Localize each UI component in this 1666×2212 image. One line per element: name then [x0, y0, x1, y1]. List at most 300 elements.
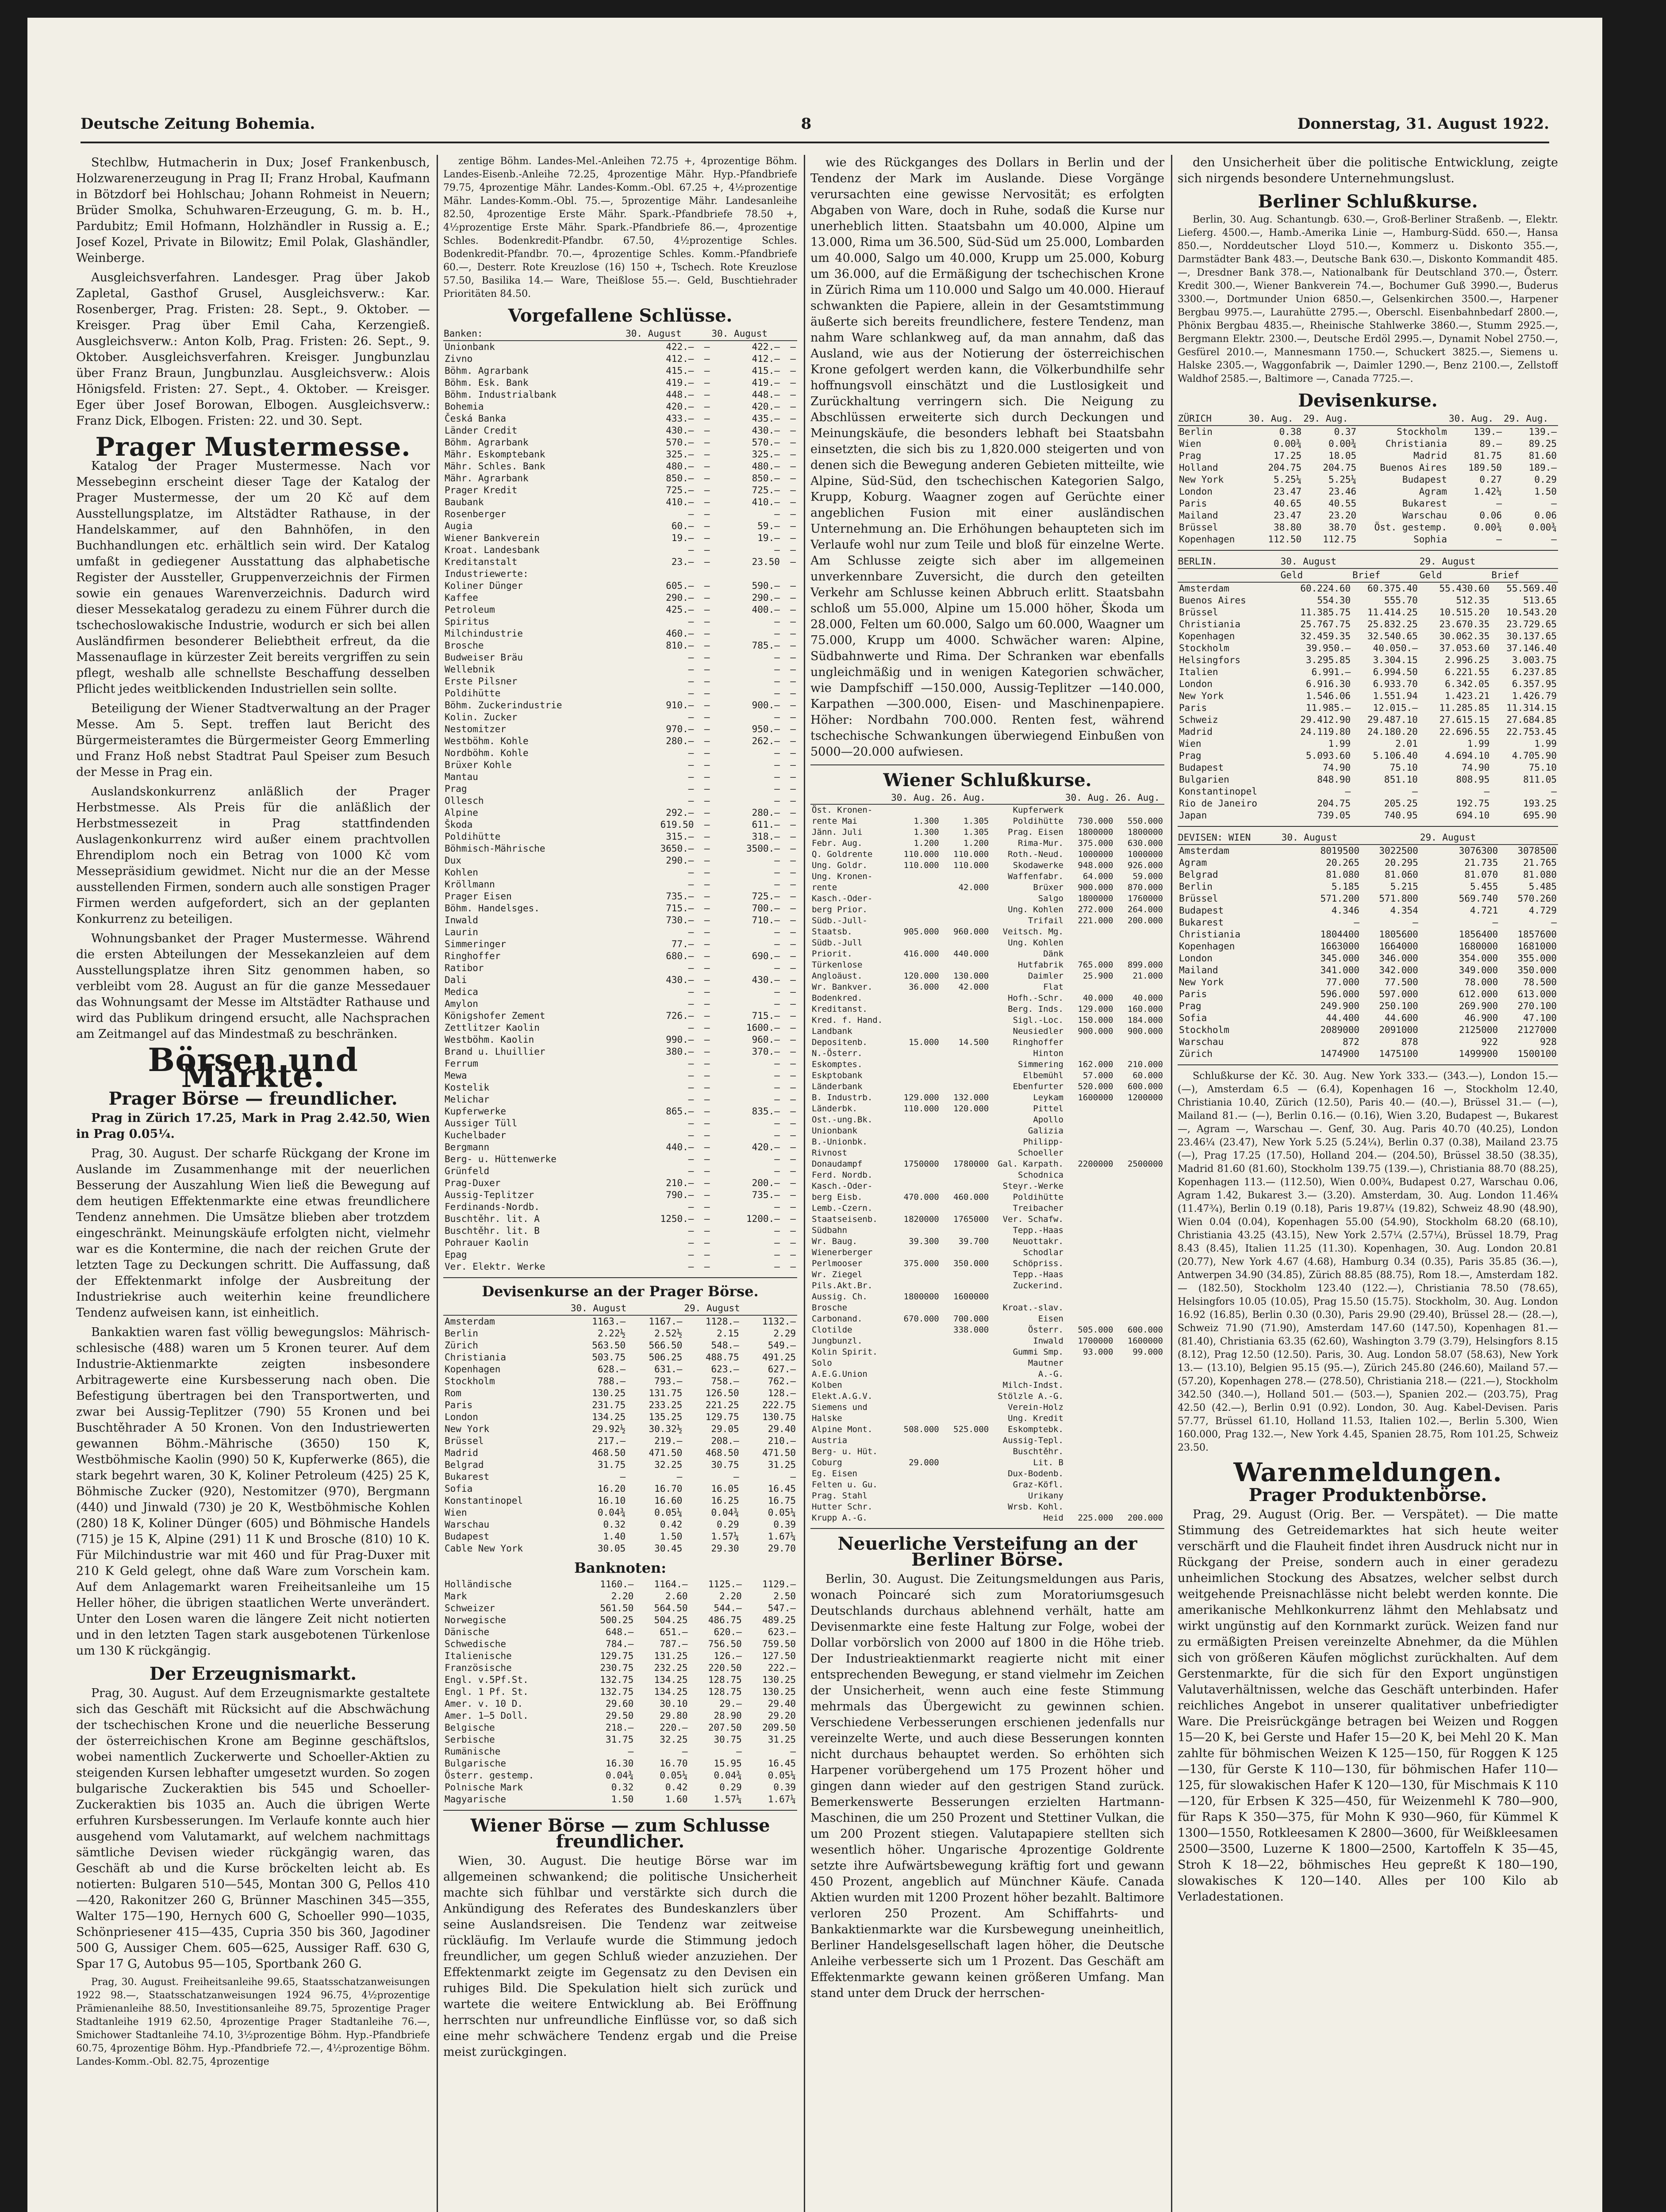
table-cell: —	[688, 1022, 694, 1033]
table-cell	[940, 1336, 990, 1347]
table-cell: 20.295	[1384, 857, 1418, 868]
table-cell: —	[774, 1237, 780, 1248]
table-cell: Japan	[1179, 810, 1207, 821]
table-cell: 3022500	[1379, 845, 1418, 856]
table-cell: Kasch.-Oder-	[812, 894, 873, 903]
table-cell: 19.—	[757, 533, 780, 543]
table-cell	[1065, 1247, 1115, 1258]
table-row	[443, 1758, 797, 1770]
table-cell	[1114, 1214, 1164, 1225]
table-cell: Priorit.	[812, 949, 852, 959]
table-cell: 1600000	[1078, 1093, 1113, 1102]
table-cell: Hutter Schr.	[812, 1502, 873, 1512]
table-cell: 2.15	[717, 1328, 739, 1339]
table-cell: 0.05¼	[660, 1770, 688, 1781]
table-cell: —	[704, 1225, 710, 1236]
table-cell	[1114, 1148, 1164, 1159]
table-row	[443, 1638, 797, 1650]
table-cell: 1000000	[1078, 849, 1113, 859]
table-cell: Neusiedler	[1013, 1026, 1063, 1036]
table-cell: —	[688, 1166, 694, 1176]
masthead	[81, 106, 1549, 143]
table-cell: Carbonand.	[812, 1314, 863, 1324]
currency-prague-table	[443, 1302, 797, 1555]
table-cell	[1114, 1479, 1164, 1490]
table-cell: —	[704, 724, 710, 734]
bond-prices: Prag, 30. August. Freiheitsanleihe 99.65, Staatsschatzanweisungen 1922 98.—, Staatsschatzanweisungen 1924 96.75, 4½prozentige Prämienanleihe 88.50, Investitionsanleihe 89.75, 5prozentige Prager Stadtanleihe 1919 62.50, 4prozentige Prager Stadtanleihe 76.—, Smichower Stadtanleihe 74.10, 3½prozentige Böhm. Hyp.-Pfandbriefe 60.75, 4prozentige Böhm. Hyp.-Pfandbriefe 72.—, 4½prozentige Böhm. Landes-Komm.-Obl. 82.75, 4prozentige	[76, 1977, 430, 2067]
table-cell: Schodnica	[1018, 1170, 1063, 1180]
table-cell: 28.90	[714, 1710, 742, 1721]
table-cell: 60.—	[671, 521, 694, 531]
table-cell: —	[704, 557, 710, 567]
table-cell: 318.—	[752, 831, 780, 842]
table-cell: 150.000	[1078, 1015, 1113, 1025]
table-cell: Prager Eisen	[445, 891, 512, 902]
table-row	[443, 1129, 797, 1141]
table-cell: Rivnost	[812, 1148, 848, 1158]
table-row	[1178, 881, 1558, 893]
table-cell: Böhm. Handelsges.	[445, 903, 540, 914]
table-header: 29. Aug.	[1503, 412, 1558, 426]
table-cell: —	[704, 1058, 710, 1069]
table-cell: 566.50	[649, 1340, 683, 1351]
table-cell: —	[1551, 786, 1557, 797]
table-cell: 0.32	[611, 1782, 634, 1793]
table-cell: Böhm. Industrialbank	[445, 389, 557, 400]
table-cell: —	[704, 951, 710, 961]
table-cell: 735.—	[752, 1190, 780, 1200]
table-cell: 325.—	[752, 449, 780, 460]
table-cell	[940, 1435, 990, 1446]
table-cell: 739.05	[1317, 810, 1351, 821]
table-cell: —	[790, 831, 796, 842]
table-cell: 1800000	[1078, 827, 1113, 837]
table-cell: 422.—	[666, 342, 694, 352]
table-cell: 0.04¾	[597, 1507, 626, 1518]
table-cell: 0.39	[773, 1782, 796, 1793]
headline-banknotes: Banknoten:	[574, 1559, 667, 1576]
table-header: 29. Aug.	[1303, 412, 1358, 426]
table-cell: Unionbank	[445, 342, 495, 352]
table-cell: —	[676, 1471, 683, 1482]
table-cell: 872	[1343, 1037, 1360, 1047]
table-row	[443, 472, 797, 484]
produce-report: Prag, 29. August (Orig. Ber. — Verspätet). — Die matte Stimmung des Getreidemarktes hat sich heute weiter verschärft und die Flauheit findet ihren Ausdruck nicht nur in Rückgang der Preise, sondern auch in einer geradezu unheimlichen Stockung des Absatzes, welcher selbst durch weitgehende Preisnachlässe nicht belebt werden konnte. Die amerikanische Mehlkonkurrenz lähmt den Mehlabsatz und wirkt ungünstig auf den Kornmarkt zurück. Weizen fand nur zu ermäßigten Preisen vereinzelte Abnehmer, da die Mühlen sich von größeren Käufen möglichst zurückhalten. Auf dem Gerstenmarkte, für die sich für den Export ungünstigen Valutaverhältnissen, welche das Geschäft unterbinden. Hafer reichliches Angebot in unserer qualitativer unbefriedigter Ware. Die Preisrückgänge betragen bei Weizen und Roggen 15—20 K, bei Gerste und Hafer 15—20 K, bei Mehl 20 K. Man zahlte für böhmischen Weizen K 125—150, für Roggen K 125—130, für Gerste K 110—130, für böhmischen Hafer 110—125, für slowakischen Hafer K 120—130, für Mischmais K 110—120, für Erbsen K 325—450, für Weizenmehl K 780—900, für Raps K 350—375, für Mohn K 930—960, für Kümmel K 1300—1550, Rotkleesamen K 2800—3600, für Weißkleesamen 2500—3500, Luzerne K 1800—2500, Kartoffeln K 35—45, Stroh K 18—22, böhmisches Heu gepreßt K 180—190, slowakisches K 120—140. Alles per 100 Kilo ab Verladestationen.	[1178, 1508, 1558, 1904]
table-row	[443, 616, 797, 628]
table-cell: 134.25	[592, 1412, 626, 1422]
table-cell: 11.314.15	[1506, 703, 1557, 713]
table-row	[810, 804, 1164, 816]
table-row	[443, 640, 797, 652]
table-cell: Kopenhagen	[1179, 941, 1235, 952]
table-row	[443, 1590, 797, 1602]
table-cell: 850.—	[752, 473, 780, 484]
table-cell: 1475100	[1379, 1048, 1418, 1059]
table-cell: 1.57¼	[711, 1531, 739, 1542]
table-row	[443, 783, 797, 795]
table-cell: —	[790, 377, 796, 388]
table-cell: 6.221.55	[1445, 667, 1490, 677]
table-cell: —	[774, 1154, 780, 1164]
table-cell: —	[1551, 534, 1557, 545]
table-cell: Sofia	[445, 1483, 473, 1494]
table-cell: 6.237.85	[1512, 667, 1557, 677]
table-cell: —	[790, 497, 796, 507]
table-cell: 10.515.20	[1439, 607, 1490, 618]
table-cell: 30.10	[660, 1698, 688, 1709]
table-cell: Wienerberger	[812, 1248, 873, 1257]
headline-currency-rates: Devisenkurse.	[1298, 390, 1438, 411]
table-row	[1178, 976, 1558, 988]
table-cell: 31.75	[606, 1734, 634, 1745]
table-cell: 5.106.40	[1373, 750, 1418, 761]
table-row	[810, 1170, 1164, 1181]
table-cell: 200.000	[1127, 916, 1163, 926]
table-cell: —	[620, 1471, 626, 1482]
table-cell	[940, 1369, 990, 1380]
table-cell: 342.000	[1379, 965, 1418, 975]
table-cell: Tepp.-Haas	[1013, 1225, 1063, 1235]
table-cell: 3078500	[1517, 845, 1557, 856]
table-cell: 508.000	[903, 1425, 939, 1434]
table-row	[810, 1114, 1164, 1125]
table-cell: 0.32	[603, 1519, 626, 1530]
table-cell: —	[704, 1178, 710, 1188]
table-row	[443, 341, 797, 353]
table-cell: Rima-Mur.	[1018, 838, 1063, 848]
table-row	[443, 1315, 797, 1328]
table-row	[810, 1137, 1164, 1148]
table-row	[443, 1387, 797, 1399]
table-cell: 17.25	[1273, 450, 1302, 461]
table-cell: —	[688, 795, 694, 806]
table-row	[443, 1094, 797, 1106]
table-cell: Serbische	[445, 1734, 495, 1745]
table-cell: 793.—	[654, 1376, 683, 1386]
table-cell: —	[704, 903, 710, 914]
table-cell: 960.—	[752, 1034, 780, 1045]
table-cell: —	[790, 939, 796, 949]
table-row	[443, 771, 797, 783]
table-cell: Wellebnik	[445, 664, 495, 675]
table-row	[443, 1177, 797, 1189]
table-cell: Norwegische	[445, 1615, 507, 1625]
table-cell: 1.50	[1534, 486, 1557, 497]
table-cell: Dux	[445, 855, 461, 866]
table-row	[443, 723, 797, 735]
table-cell	[940, 1247, 990, 1258]
table-cell: 15.95	[714, 1758, 742, 1769]
vienna-report-continued: wie des Rückganges des Dollars in Berlin und der Tendenz der Mark im Auslande. Diese Vorgänge verursachten eine gewisse Nervosität; es erfolgten Abgaben von Ware, doch in Ruhe, sodaß die Kurse nur unerheblich litten. Staatsbahn um 40.000, Alpine um 13.000, Rima um 36.500, Süd-Süd um 25.000, Lombarden um 40.000, Salgo um 40.000, Krupp um 25.000, Koburg um 36.000, auf die Ermäßigung der tschechischen Krone in Zürich Rima um 110.000 und Salgo um 40.000. Hierauf schwankten die Papiere, allein in der Gesamtstimmung äußerte sich bereits freundlichere, festere Tendenz, man nahm Ware schlankweg auf, da man annahm, daß das Ausland, wie aus der Notierung der österreichischen Krone gefolgert werden kann, die Völkerbundhilfe sehr hoffnungsvoll einschätzt und die Lustlosigkeit und Zurückhaltung verringern sich. Die Neigung zu Abschlüssen erweiterte sich durch Deckungen und Meinungskäufe, die besonders lebhaft bei Staatsbahn einsetzten, die sich bis zu 1,820.000 steigerten und von denen sich die Bewegung anderen Gebieten mitteilte, wie Alpine, Süd-Süd, den tschechischen Kategorien Salgo, Krupp, Koburg. Waagner zogen auf Gerüchte einer angeblichen Fusion mit einer ausländischen Unternehmung an. Die Erhöhungen behaupteten sich im Verlaufe wohl nur zum Teile und bloß für einzelne Werte. Am Schlusse zeigte sich aber im allgemeinen unverkennbare Zuversicht, die durch den geteilten Verkehr am Schlusse keinen Abbruch erlitt. Staatsbahn schloß um 55.000, Alpine um 15.000 höher, Škoda um 28.000, Felten um 60.000, Salgo um 60.000, Waagner um 75.000, Krupp um 4000. Schwächer waren: Alpine, Südbahnwerte und Rima. Der Schranken war ebenfalls ungleichmäßig und in wenigen Kategorien schwächer, wie Dampfschiff —150.000, Aussig-Teplitzer —140.000, Karpathen —300.000, Eisen- und Maschinenpapiere. Höher: Nordbahn 700.000. Renten fest, während tschechische Schwankungen überwiegend Einbußen von 5000—20.000 aufwiesen.	[810, 156, 1164, 759]
table-cell: Baubank	[445, 497, 484, 507]
table-cell: 430.—	[752, 425, 780, 436]
table-cell: 412.—	[752, 353, 780, 364]
table-cell: 129.75	[600, 1651, 634, 1661]
table-cell	[940, 1347, 990, 1358]
table-cell: 42.000	[958, 982, 989, 992]
table-cell: 784.—	[606, 1639, 634, 1649]
table-cell: Brüssel	[1179, 522, 1218, 533]
table-cell: Ung. Kohlen	[1008, 905, 1063, 914]
table-row	[443, 735, 797, 747]
table-cell: 0.05¼	[768, 1507, 796, 1518]
foreign-quotes: Schlußkurse der Kč. 30. Aug. New York 333.— (343.—), London 15.— (—), Amsterdam 6.5 — (6.4), Kopenhagen 16 —, Stockholm 12.40, Christiania 10.40, Zürich (12.50), Paris 40.— (40.—), Brüssel 31.— (—), Mailand 81.— (—), Berlin 0.16.— (0.16), Wien 3.20, Budapest —, Bukarest —, Agram —, Warschau —. Genf, 30. Aug. Paris 40.70 (40.25), London 23.46¼ (23.47), New York 5.25 (5.24¼), Berlin 0.37 (0.38), Mailand 23.75 (—), Prag 17.25 (17.50), Holland 204.— (204.50), Brüssel 38.50 (38.35), Madrid 81.60 (81.60), Stockholm 139.75 (139.—), Christiania 88.70 (88.25), Kopenhagen 113.— (112.50), Wien 0.00¾, Budapest 0.27, Warschau 0.06, Agram 1.42, Bukarest 3.— (3.20). Amsterdam, 30. Aug. London 11.46¾ (11.47¾), Berlin 0.19 (0.18), Paris 19.87¼ (19.82), Schweiz 48.90 (48.90), Wien 0.04 (0.04), Kopenhagen 55.00 (54.90), Stockholm 68.20 (68.10), Christiania 43.25 (43.15), New York 2.57¼ (2.57¼), Brüssel 18.79, Prag 8.43 (8.45), Italien 11.25 (11.30). Kopenhagen, 30. Aug. London 20.81 (20.77), New York 4.67 (4.68), Hamburg 0.34 (0.35), Paris 35.85 (36.—), Antwerpen 34.90 (34.85), Zürich 88.85 (88.75), Rom 18.—, Amsterdam 182.— (182.50), Stockholm 123.40 (122.—), Christiania 78.50 (78.65), Helsingfors 10.05 (10.05), Prag 15.50 (15.75). Stockholm, 30. Aug. London 16.92 (16.85), Berlin 0.30 (0.30), Paris 29.90 (29.40), Brüssel 28.— (28.—), Schweiz 71.90 (71.90), Amsterdam 147.60 (147.50), Kopenhagen 81.— (81.40), Christiania 63.35 (62.60), Washington 3.79 (3.79), Helsingfors 8.15 (8.12), Prag 12.50 (12.50). Paris, 30. Aug. London 58.07 (58.63), New York 13.— (13.10), Belgien 95.15 (95.—), Zürich 245.80 (246.60), Mailand 57.— (57.20), Kopenhagen 278.— (278.50), Christiania 218.— (221.—), Stockholm 342.50 (340.—), Holland 501.— (503.—), Spanien 202.— (203.75), Prag 42.50 (42.—), Berlin 0.91 (0.92). London, 30. Aug. Kabel-Devisen. Paris 57.77, Brüssel 61.10, Holland 11.53, Italien 102.—, Berlin 5.300, Wien 160.000, Prag 132.—, New York 4.45, Spanien 28.75, Rom 101.25, Schweiz 23.50.	[1178, 1071, 1558, 1453]
table-cell: 230.75	[600, 1663, 634, 1673]
table-cell: 0.00¾	[1273, 438, 1302, 449]
table-cell	[1114, 1413, 1164, 1424]
table-cell: 22.753.45	[1506, 726, 1557, 737]
table-cell: 1.300	[914, 827, 939, 837]
table-cell: 725.—	[666, 485, 694, 495]
table-cell: Budweiser Bräu	[445, 652, 523, 663]
table-cell: Brosche	[445, 640, 484, 651]
table-cell	[891, 882, 940, 893]
table-header: 30. Aug.	[1448, 412, 1503, 426]
table-cell: —	[704, 377, 710, 388]
newspaper-page	[27, 18, 1602, 2212]
table-cell: —	[790, 951, 796, 961]
table-cell	[1065, 1236, 1115, 1247]
table-cell: 1800000	[1078, 894, 1113, 903]
table-cell: Warschau	[1179, 1037, 1224, 1047]
table-cell: —	[790, 461, 796, 472]
table-cell: —	[790, 1022, 796, 1033]
table-row	[810, 1468, 1164, 1479]
headline-product-market: Der Erzeugnismarkt.	[149, 1663, 357, 1684]
table-cell: —	[790, 927, 796, 937]
table-cell	[1065, 1280, 1115, 1291]
table-cell: 410.—	[752, 497, 780, 507]
table-cell	[1114, 1236, 1164, 1247]
table-row	[810, 1192, 1164, 1203]
table-cell: Westböhm. Kohle	[445, 736, 529, 746]
table-cell: 11.414.25	[1367, 607, 1418, 618]
table-cell: 89.25	[1528, 438, 1557, 449]
table-row	[810, 1280, 1164, 1291]
table-cell	[891, 1114, 940, 1125]
table-cell	[940, 1402, 990, 1413]
table-cell: Wien	[1179, 738, 1202, 749]
table-cell: —	[790, 1249, 796, 1260]
table-cell: Medica	[445, 987, 478, 997]
table-cell: Simmeringer	[445, 939, 507, 949]
table-cell: 315.—	[666, 831, 694, 842]
table-cell: Stockholm	[1179, 1025, 1229, 1035]
table-cell: Galizia	[1028, 1126, 1063, 1136]
table-cell: —	[790, 1471, 796, 1482]
table-cell	[1114, 1468, 1164, 1479]
table-cell: 189.—	[1528, 462, 1557, 473]
table-cell: Solo	[812, 1358, 832, 1368]
table-cell: —	[704, 1130, 710, 1141]
table-cell: —	[774, 545, 780, 555]
table-cell: 23.50	[752, 557, 780, 567]
table-cell: New York	[1179, 691, 1224, 701]
table-header	[1358, 412, 1448, 426]
table-cell: Škoda	[445, 819, 473, 830]
table-cell: Brüssel	[445, 1436, 484, 1446]
table-cell: Buschtěhr. lit. B	[445, 1225, 540, 1236]
table-cell: 549.—	[768, 1340, 796, 1351]
table-cell: —	[704, 413, 710, 424]
table-row	[443, 1471, 797, 1483]
table-cell: 756.50	[708, 1639, 742, 1649]
divider	[443, 1277, 797, 1278]
table-cell: —	[704, 342, 710, 352]
table-cell: —	[774, 1166, 780, 1176]
table-row	[443, 1793, 797, 1805]
table-cell: 1499900	[1459, 1048, 1498, 1059]
table-cell: 787.—	[660, 1639, 688, 1649]
table-cell: —	[774, 939, 780, 949]
table-cell: 6.342.05	[1445, 679, 1490, 689]
table-cell: —	[688, 1070, 694, 1081]
table-cell: London	[1179, 679, 1213, 689]
table-cell	[695, 568, 711, 580]
table-cell: 292.—	[666, 807, 694, 818]
table-row	[443, 1141, 797, 1153]
table-cell: 1760000	[1127, 894, 1163, 903]
table-cell: 210.—	[768, 1436, 796, 1446]
table-cell: Spiritus	[445, 616, 490, 627]
table-cell: Öst. Kronen-	[812, 805, 873, 815]
table-header	[810, 792, 891, 804]
table-cell	[891, 1125, 940, 1137]
table-cell: 506.25	[649, 1352, 683, 1363]
table-cell: 1.300	[914, 816, 939, 826]
table-cell: 740.95	[1384, 810, 1418, 821]
table-cell: —	[704, 915, 710, 926]
table-cell: Kreditanstalt	[445, 557, 518, 567]
table-row	[1178, 462, 1558, 474]
table-cell: Berg- u. Hüt.	[812, 1447, 878, 1456]
table-cell	[891, 1502, 940, 1513]
table-cell: 448.—	[752, 389, 780, 400]
table-row	[1178, 762, 1558, 774]
table-cell	[1065, 1048, 1115, 1059]
table-cell: 513.65	[1523, 595, 1557, 606]
table-cell: 630.000	[1127, 838, 1163, 848]
table-cell	[1114, 1125, 1164, 1137]
table-cell: 765.000	[1078, 960, 1113, 970]
settlement-proceedings: Ausgleichsverfahren. Landesger. Prag über Jakob Zapletal, Gasthof Grusel, Ausgleichsverw.: Kar. Rosenberger, Prag. Fristen: 28. Sept., 9. Oktober. — Kreisger. Prag über Emil Caha, Kerzengieß. Ausgleichsverw.: Anton Kolb, Prag. Fristen: 26. Sept., 9. Oktober. Ausgleichsverfahren. Kreisger. Jungbunzlau über Franz Braun, Jungbunzlau. Ausgleichsverw.: Alois Hönigsfeld. Fristen: 27. Sept., 4. Oktober. — Kreisger. Eger über Josef Borowan, Elbogen. Ausgleichsverw.: Franz Dick, Elbogen. Fristen: 22. und 30. Sept.	[76, 271, 430, 428]
table-row	[443, 1046, 797, 1058]
table-cell: 110.000	[953, 860, 989, 870]
table-cell: Milchindustrie	[445, 628, 523, 639]
table-cell: —	[790, 365, 796, 376]
table-cell: 325.—	[666, 449, 694, 460]
table-cell: 0.39	[773, 1519, 796, 1530]
table-row	[443, 807, 797, 819]
table-cell	[891, 1081, 940, 1092]
divider	[1178, 1064, 1558, 1065]
table-cell	[940, 1170, 990, 1181]
table-row	[443, 687, 797, 699]
table-cell: 790.—	[666, 1190, 694, 1200]
table-cell: —	[790, 425, 796, 436]
table-header: 29. August	[1420, 831, 1499, 845]
table-row	[1178, 810, 1558, 822]
table-cell: —	[790, 521, 796, 531]
table-cell: Febr. Aug.	[812, 838, 863, 848]
table-cell: Prag	[1179, 750, 1202, 761]
table-cell: 222.75	[762, 1400, 796, 1410]
table-cell: Prag	[445, 783, 467, 794]
table-cell: Budapest	[445, 1531, 490, 1542]
table-cell: Zuckerind.	[1013, 1281, 1063, 1290]
table-cell: —	[774, 760, 780, 770]
table-cell: 30.75	[711, 1459, 739, 1470]
table-cell	[1114, 804, 1164, 816]
table-cell: Dali	[445, 975, 467, 985]
table-cell: 139.—	[1528, 426, 1557, 437]
table-cell: Rosenberger	[445, 509, 507, 519]
table-cell: Kupferwerk	[1013, 805, 1063, 815]
table-cell	[940, 1490, 990, 1502]
table-cell	[1114, 1114, 1164, 1125]
table-cell: Schodlar	[1023, 1248, 1063, 1257]
table-row	[443, 1519, 797, 1531]
table-cell: 1.50	[611, 1794, 634, 1805]
table-cell	[1114, 1369, 1164, 1380]
table-cell: 0.06	[1479, 510, 1502, 521]
table-cell	[891, 1225, 940, 1236]
table-cell: 38.70	[1328, 522, 1357, 533]
table-cell: 27.615.15	[1439, 714, 1490, 725]
rate-summary: Prag in Zürich 17.25, Mark in Prag 2.42.50, Wien in Prag 0.05¼.	[76, 1111, 430, 1141]
table-cell: —	[688, 760, 694, 770]
table-cell	[940, 1302, 990, 1313]
table-row	[443, 914, 797, 926]
table-cell: 29.05	[711, 1424, 739, 1434]
table-row	[810, 937, 1164, 949]
table-cell	[940, 1457, 990, 1468]
table-row	[1178, 857, 1558, 869]
table-cell: 596.000	[1320, 989, 1360, 999]
table-cell: 2.50	[773, 1591, 796, 1601]
table-cell: Ferrum	[445, 1058, 478, 1069]
table-cell: —	[790, 413, 796, 424]
table-cell: 788.—	[597, 1376, 626, 1386]
table-cell: Nordböhm. Kohle	[445, 748, 529, 758]
table-cell: Treibacher	[1013, 1203, 1063, 1213]
table-cell	[940, 804, 990, 816]
table-cell: 40.65	[1273, 498, 1302, 509]
table-cell: Poldihütte	[1013, 1192, 1063, 1202]
table-cell: Schoeller	[1018, 1148, 1063, 1158]
table-cell: 81.060	[1384, 869, 1418, 880]
table-cell: 0.00¾	[1528, 522, 1557, 533]
table-row	[443, 1459, 797, 1471]
table-cell: 1.99	[1328, 738, 1351, 749]
table-cell	[1114, 982, 1164, 993]
table-cell: 218.—	[606, 1722, 634, 1733]
table-cell: —	[704, 843, 710, 854]
table-cell: Wrsb. Kohl.	[1008, 1502, 1063, 1512]
table-cell: Angloäust.	[812, 971, 863, 981]
table-cell: —	[704, 521, 710, 531]
table-cell: 5.215	[1390, 881, 1418, 892]
table-row	[1178, 1048, 1558, 1060]
table-row	[1178, 690, 1558, 702]
table-cell: 75.10	[1528, 762, 1557, 773]
table-cell: 16.30	[606, 1758, 634, 1769]
table-cell: 2091000	[1379, 1025, 1418, 1035]
table-cell	[1114, 1313, 1164, 1325]
table-row	[443, 1722, 797, 1734]
table-row	[1178, 714, 1558, 726]
table-row	[1178, 510, 1558, 522]
